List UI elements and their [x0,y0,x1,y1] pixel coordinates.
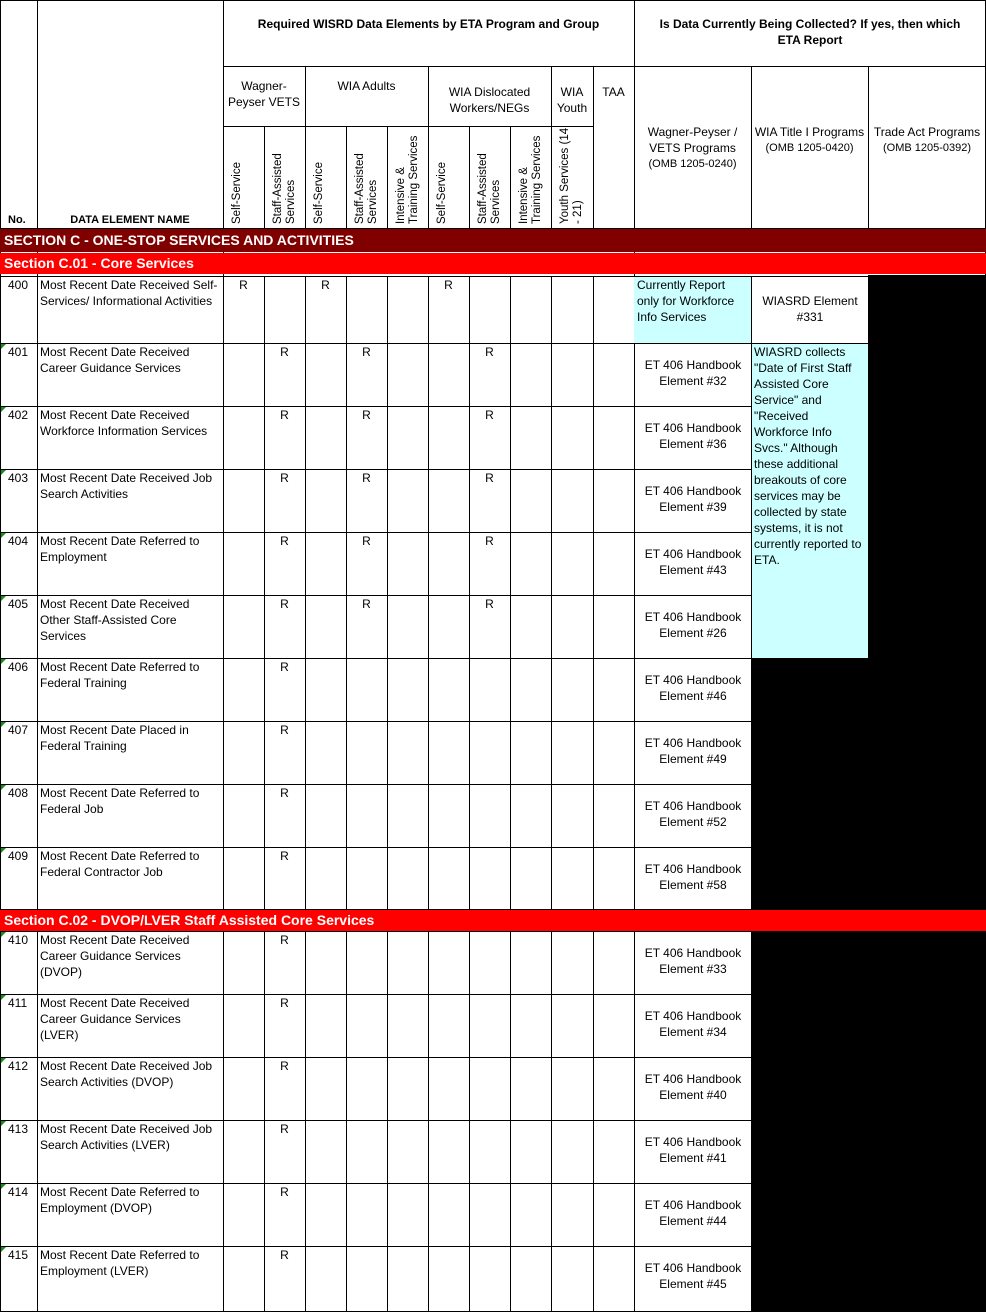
group-header: WIA Adults [337,79,396,93]
grid-line [593,532,594,596]
grid-line [387,931,388,995]
report-name: Wagner-Peyser / VETS Programs [647,125,738,155]
grid-line [510,595,511,659]
grid-line [305,1120,306,1184]
grid-line [428,532,429,596]
group-header: WIA Dislocated Workers/NEGs [448,85,531,115]
required-mark: R [362,345,371,359]
required-mark: R [362,534,371,548]
required-mark: R [280,996,289,1010]
grid-line [387,1120,388,1184]
grid-line [305,1183,306,1247]
wp-report-cell: ET 406 Handbook Element #34 [644,1009,742,1039]
grid-line [0,0,986,1]
grid-line [387,126,388,229]
blocked-area [751,931,986,1312]
comment-marker-icon [1,932,6,937]
grid-line [469,658,470,722]
grid-line [593,66,594,229]
grid-line [751,66,752,229]
wp-report-cell: ET 406 Handbook Element #58 [644,862,742,892]
wp-report-cell: Currently Report only for Workforce Info Services [637,278,735,324]
required-mark: R [280,723,289,737]
required-elements-title: Required WISRD Data Elements by ETA Program and Group [257,17,600,31]
comment-marker-icon [1,344,6,349]
grid-line [223,126,594,127]
required-mark: R [280,849,289,863]
grid-line [346,658,347,722]
row-number: 404 [8,534,29,548]
grid-line [264,276,265,344]
comment-marker-icon [1,995,6,1000]
grid-line [510,532,511,596]
grid-line [387,1183,388,1247]
row-number: 408 [8,786,29,800]
grid-line [551,1246,552,1312]
grid-line [593,931,594,995]
grid-line [223,0,224,1312]
row-number: 405 [8,597,29,611]
grid-line [510,994,511,1058]
grid-line [593,469,594,533]
required-mark: R [280,534,289,548]
grid-line [551,994,552,1058]
comment-marker-icon [1,785,6,790]
row-element-name: Most Recent Date Received Other Staff-Assisted Core Services [40,597,190,643]
grid-line [751,343,752,659]
subcolumn-header: Staff-Assisted Services [477,153,502,224]
grid-line [387,784,388,848]
row-number: 413 [8,1122,29,1136]
row-element-name: Most Recent Date Received Career Guidance Services [40,345,190,375]
wp-report-cell: ET 406 Handbook Element #39 [644,484,742,514]
grid-line [346,126,347,229]
required-mark: R [362,471,371,485]
grid-line [751,658,869,659]
grid-line [469,1183,470,1247]
blocked-area [751,658,868,910]
grid-line [751,276,869,277]
grid-line [346,276,347,344]
grid-line [469,847,470,910]
grid-line [305,343,306,407]
grid-line [428,406,429,470]
grid-line [428,595,429,659]
comment-marker-icon [1,1184,6,1189]
grid-line [428,1057,429,1121]
row-number: 403 [8,471,29,485]
grid-line [387,721,388,785]
grid-line [551,658,552,722]
report-name: Trade Act Programs [873,125,981,139]
grid-line [223,66,986,67]
wp-report-cell: ET 406 Handbook Element #32 [644,358,742,388]
grid-line [551,847,552,910]
required-mark: R [485,408,494,422]
group-header: WIA Youth [556,85,588,115]
grid-line [593,784,594,848]
wp-report-cell: ET 406 Handbook Element #46 [644,673,742,703]
section-c01-bar: Section C.01 - Core Services [0,253,986,274]
wp-report-cell: ET 406 Handbook Element #44 [644,1198,742,1228]
grid-line [387,994,388,1058]
row-element-name: Most Recent Date Received Career Guidance Services (DVOP) [40,933,190,979]
comment-marker-icon [1,596,6,601]
row-number: 414 [8,1185,29,1199]
grid-line [868,66,869,229]
grid-line [387,343,388,407]
grid-line [428,1120,429,1184]
grid-line [551,532,552,596]
no-header: No. [8,214,26,226]
grid-line [593,1183,594,1247]
grid-line [428,469,429,533]
grid-line [868,343,869,659]
grid-line [510,406,511,470]
grid-line [593,847,594,910]
grid-line [510,126,511,229]
grid-line [305,66,306,229]
section-c02-bar: Section C.02 - DVOP/LVER Staff Assisted Core Services [0,910,986,931]
required-mark: R [280,471,289,485]
required-mark: R [362,408,371,422]
grid-line [305,406,306,470]
grid-line [868,276,869,344]
required-mark: R [280,1185,289,1199]
row-number: 410 [8,933,29,947]
grid-line [428,1246,429,1312]
row-element-name: Most Recent Date Received Career Guidance Services (LVER) [40,996,190,1042]
grid-line [469,721,470,785]
group-header: Wagner-Peyser VETS [227,79,301,109]
grid-line [751,276,752,344]
grid-line [510,1246,511,1312]
grid-line [428,721,429,785]
required-mark: R [280,933,289,947]
row-element-name: Most Recent Date Referred to Federal Training [40,660,200,690]
collected-title: Is Data Currently Being Collected? If yes, then which ETA Report [659,17,961,47]
required-mark: R [280,786,289,800]
report-header [753,124,866,156]
grid-line [305,994,306,1058]
required-mark: R [485,471,494,485]
grid-line [305,847,306,910]
grid-line [346,847,347,910]
grid-line [510,1120,511,1184]
required-mark: R [321,278,330,292]
grid-line [551,406,552,470]
required-mark: R [485,345,494,359]
grid-line [551,1120,552,1184]
grid-line [551,343,552,407]
grid-line [469,126,470,229]
grid-line [510,931,511,995]
grid-line [551,721,552,785]
grid-line [37,0,38,1312]
grid-line [428,66,429,229]
grid-line [510,1057,511,1121]
grid-line [469,1120,470,1184]
grid-line [551,1183,552,1247]
row-element-name: Most Recent Date Referred to Employment (DVOP) [40,1185,200,1215]
comment-marker-icon [1,659,6,664]
required-mark: R [280,597,289,611]
required-mark: R [444,278,453,292]
subcolumn-header: Self-Service [313,162,325,224]
wp-report-cell: ET 406 Handbook Element #52 [644,799,742,829]
grid-line [510,658,511,722]
required-mark: R [239,278,248,292]
grid-line [510,847,511,910]
grid-line [387,1246,388,1312]
required-mark: R [280,660,289,674]
grid-line [593,595,594,659]
grid-line [0,909,752,910]
grid-line [305,931,306,995]
grid-line [751,228,869,229]
required-mark: R [485,534,494,548]
grid-line [387,469,388,533]
subcolumn-header: Staff-Assisted Services [354,153,379,224]
grid-line [305,658,306,722]
grid-line [346,721,347,785]
grid-line [593,1246,594,1312]
grid-line [387,595,388,659]
grid-line [593,343,594,407]
grid-line [593,406,594,470]
grid-line [593,1057,594,1121]
wp-report-cell: ET 406 Handbook Element #36 [644,421,742,451]
wp-report-cell: ET 406 Handbook Element #49 [644,736,742,766]
row-element-name: Most Recent Date Received Workforce Information Services [40,408,208,438]
wia-report-cell: WIASRD Element #331 [762,294,858,324]
report-omb: (OMB 1205-0420) [765,142,854,154]
row-number: 402 [8,408,29,422]
row-element-name: Most Recent Date Received Job Search Activities [40,471,213,501]
grid-line [428,1183,429,1247]
group-header: TAA [602,85,625,99]
row-number: 412 [8,1059,29,1073]
grid-line [593,721,594,785]
required-mark: R [280,1248,289,1262]
grid-line [510,1183,511,1247]
row-number: 409 [8,849,29,863]
grid-line [469,276,470,344]
grid-line [346,784,347,848]
grid-line [551,469,552,533]
grid-line [305,469,306,533]
required-mark: R [362,597,371,611]
wp-report-cell: ET 406 Handbook Element #33 [644,946,742,976]
report-omb: (OMB 1205-0392) [882,142,972,154]
required-mark: R [280,1059,289,1073]
wp-report-cell: ET 406 Handbook Element #41 [644,1135,742,1165]
name-header: DATA ELEMENT NAME [70,214,190,226]
wp-report-cell: ET 406 Handbook Element #43 [644,547,742,577]
grid-line [593,994,594,1058]
grid-line [387,658,388,722]
grid-line [551,595,552,659]
report-omb: (OMB 1205-0240) [648,158,737,170]
grid-line [593,658,594,722]
grid-line [428,784,429,848]
grid-line [510,469,511,533]
wia-note-text: WIASRD collects "Date of First Staff Assisted Core Service" and "Received Workforce Info Svcs." Although these additional breakouts of core services may be collected by state systems, it is not currently reported to ETA. [754,345,862,567]
grid-line [428,343,429,407]
grid-line [551,276,552,344]
row-element-name: Most Recent Date Referred to Employment [40,534,200,564]
row-number: 400 [8,278,29,292]
row-number: 406 [8,660,29,674]
wp-report-cell: ET 406 Handbook Element #40 [644,1072,742,1102]
grid-line [428,931,429,995]
grid-line [469,1246,470,1312]
grid-line [469,1057,470,1121]
subcolumn-header: Intensive & Training Services [395,135,420,224]
required-mark: R [280,345,289,359]
grid-line [346,1183,347,1247]
row-element-name: Most Recent Date Referred to Federal Job [40,786,200,816]
grid-line [428,994,429,1058]
required-mark: R [485,597,494,611]
comment-marker-icon [1,848,6,853]
report-header [636,124,749,172]
row-element-name: Most Recent Date Referred to Employment (LVER) [40,1248,200,1278]
row-number: 415 [8,1248,29,1262]
grid-line [387,406,388,470]
row-number: 407 [8,723,29,737]
comment-marker-icon [1,533,6,538]
grid-line [428,658,429,722]
grid-line [428,847,429,910]
grid-line [469,994,470,1058]
grid-line [264,126,265,229]
grid-line [510,721,511,785]
section-main-bar: SECTION C - ONE-STOP SERVICES AND ACTIVITIES [0,229,986,252]
grid-line [346,1057,347,1121]
grid-line [305,1246,306,1312]
subcolumn-header: Intensive & Training Services [518,135,543,224]
subcolumn-header: Self-Service [231,162,243,224]
grid-line [346,1120,347,1184]
grid-line [387,532,388,596]
required-mark: R [280,1122,289,1136]
row-number: 411 [8,996,28,1010]
grid-line [387,847,388,910]
grid-line [634,0,635,1312]
grid-line [551,784,552,848]
wp-report-cell: ET 406 Handbook Element #26 [644,610,742,640]
report-name: WIA Title I Programs [754,125,865,139]
grid-line [551,931,552,995]
blocked-area [868,275,986,910]
grid-line [305,532,306,596]
grid-line [305,721,306,785]
report-header [870,124,984,156]
grid-line [510,784,511,848]
grid-line [469,931,470,995]
grid-line [593,1120,594,1184]
comment-marker-icon [1,1247,6,1252]
comment-marker-icon [1,1058,6,1063]
row-element-name: Most Recent Date Received Self-Services/ Informational Activities [40,278,218,308]
row-number: 401 [8,345,29,359]
grid-line [346,931,347,995]
wp-report-cell: ET 406 Handbook Element #45 [644,1261,742,1291]
row-element-name: Most Recent Date Referred to Federal Contractor Job [40,849,200,879]
grid-line [469,784,470,848]
grid-line [387,1057,388,1121]
required-mark: R [280,408,289,422]
grid-line [346,994,347,1058]
row-element-name: Most Recent Date Received Job Search Activities (LVER) [40,1122,213,1152]
grid-line [387,276,388,344]
comment-marker-icon [1,470,6,475]
grid-line [346,1246,347,1312]
comment-marker-icon [1,722,6,727]
grid-line [551,1057,552,1121]
grid-line [510,343,511,407]
subcolumn-header: Staff-Assisted Services [272,153,297,224]
subcolumn-header: Youth Services (14 - 21) [559,127,584,224]
subcolumn-header: Self-Service [436,162,448,224]
grid-line [593,276,594,344]
grid-line [551,66,552,229]
row-element-name: Most Recent Date Received Job Search Activities (DVOP) [40,1059,213,1089]
grid-line [510,276,511,344]
row-element-name: Most Recent Date Placed in Federal Training [40,723,189,753]
grid-line [0,0,1,1312]
comment-marker-icon [1,1121,6,1126]
comment-marker-icon [1,407,6,412]
grid-line [305,784,306,848]
grid-line [305,1057,306,1121]
grid-line [305,595,306,659]
